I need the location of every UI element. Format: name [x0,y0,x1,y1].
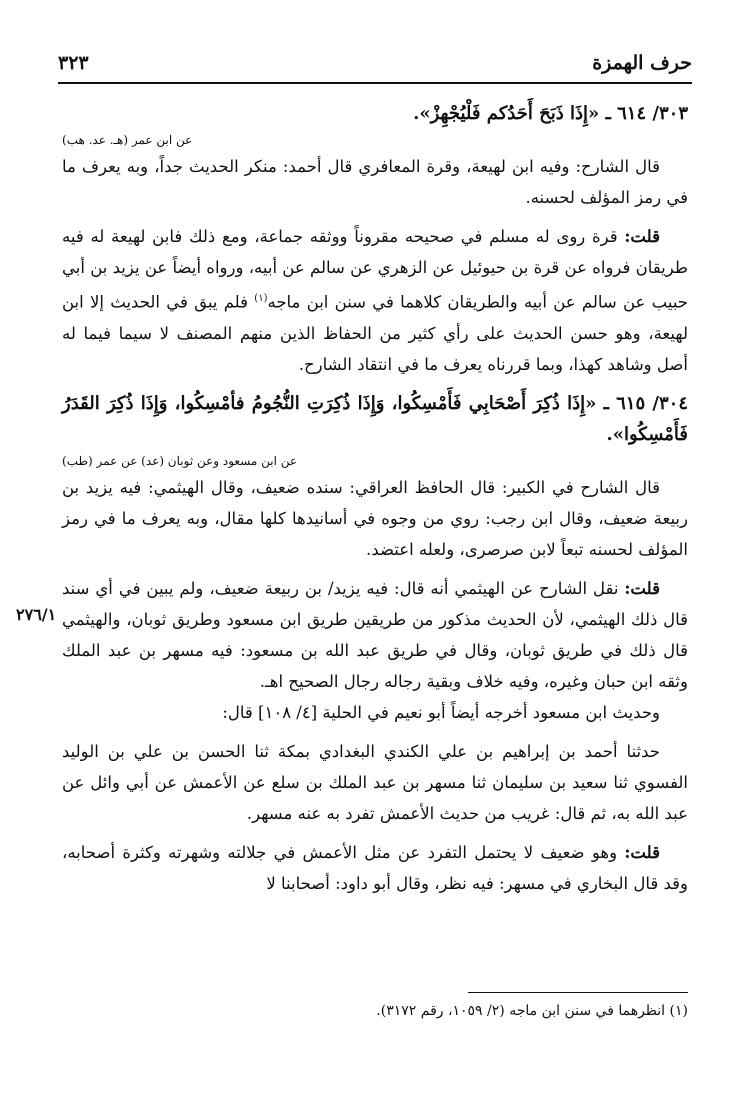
response-text: وهو ضعيف لا يحتمل التفرد عن مثل الأعمش في جلالته وشهرته وكثرة أصحابه، وقد قال البخاري في مسهر: فيه نظر، وقال أبو داود: أصحابنا لا [62,842,688,893]
hadith-text: ٣٠٤/ ٦١٥ ـ «إِذَا ذُكِرَ أَصْحَابِي فَأَمْسِكُوا، وَإِذَا ذُكِرَتِ النُّجُومُ فأمْسِكُوا، وَإِذَا ذُكِرَ القَدَرُ فَأَمْسِكُوا». [62,392,688,445]
response-text-continued: فلم يبق في الحديث إلا ابن لهيعة، وهو حسن الحديث على رأي كثير من الحفاظ الذين منهم المصنف لا سيما فيما له أصل وشاهد كهذا، وبما قررناه يعرف ما في انتقاد الشارح. [62,292,688,374]
isnad-paragraph: حدثنا أحمد بن إبراهيم بن علي الكندي البغدادي بمكة ثنا الحسن بن علي بن الوليد الفسوي ثنا سعيد بن سليمان ثنا مسهر بن عبد الملك بن سلع عن الأعمش عن أبي وائل عن عبد الله به، ثم قال: غريب من حديث الأعمش تفرد به عنه مسهر. [62,741,688,823]
page-body [62,98,688,899]
hadith-source: (هـ. عد. هب) عن ابن عمر [62,133,193,147]
commentary-paragraph: قال الشارح: وفيه ابن لهيعة، وقرة المعافري قال أحمد: منكر الحديث جداً، وبه يعرف ما في رمز المؤلف لحسنه. [62,157,688,207]
chapter-title: حرف الهمزة [592,52,692,74]
footnote-divider [468,992,688,993]
margin-reference: ٢٧٦/١ [16,605,57,624]
footnote-marker: (١) [254,293,268,304]
response-label: قلت: [624,227,660,246]
response-text: قرة روى له مسلم في صحيحه مقروناً ووثقه جماعة، ومع ذلك فابن لهيعة له فيه طريقان فرواه عن قرة بن حيوئيل عن الزهري عن سالم عن أبيه، ورواه أيضاً عن يزيد بن أبي حبيب عن سالم عن أبيه والطريقان كلاهما في سنن ابن ماجه [62,227,688,312]
page-number: ٣٢٣ [58,52,89,74]
hadith-text: ٣٠٣/ ٦١٤ ـ «إِذَا ذَبَحَ أَحَدُكم فَلْيُجْهِزْ». [413,103,688,124]
footnote: (١) انظرهما في سنن ابن ماجه (٢/ ١٠٥٩، رقم ٣١٧٢). [376,1003,688,1019]
response-paragraph [62,221,688,380]
commentary-paragraph: قال الشارح في الكبير: قال الحافظ العراقي: سنده ضعيف، وقال الهيثمي: فيه يزيد بن ربيعة ضعيف، وقال ابن رجب: روي من وجوه في أسانيدها كلها مقال، وبه يعرف ما في رمز المؤلف لحسنه تبعاً لابن صرصرى، ولعله اعتضد. [62,477,688,559]
response-label: قلت: [624,578,660,598]
response-label: قلت: [624,842,660,862]
hadith-source: (طب) عن ابن مسعود وعن ثوبان (عد) عن عمر [62,453,298,468]
response-text: نقل الشارح عن الهيثمي أنه قال: فيه يزيد/ بن ربيعة ضعيف، ولم يبين في أي سند قال ذلك الهيثمي، لأن الحديث مذكور من طريقين طريق ابن مسعود وطريق ثوبان، والهيثمي قال ذلك في طريق ثوبان، وقال في طريق عبد الله بن مسعود: فيه مسهر بن عبد الملك وثقه ابن حبان وغيره، وفيه خلاف وبقية رجاله رجال الصحيح اهـ. [62,578,688,691]
response-paragraph [62,573,688,697]
response-paragraph [62,837,688,899]
page-header [58,48,692,84]
citation-paragraph: وحديث ابن مسعود أخرجه أيضاً أبو نعيم في الحلية [٤/ ١٠٨] قال: [222,702,660,722]
